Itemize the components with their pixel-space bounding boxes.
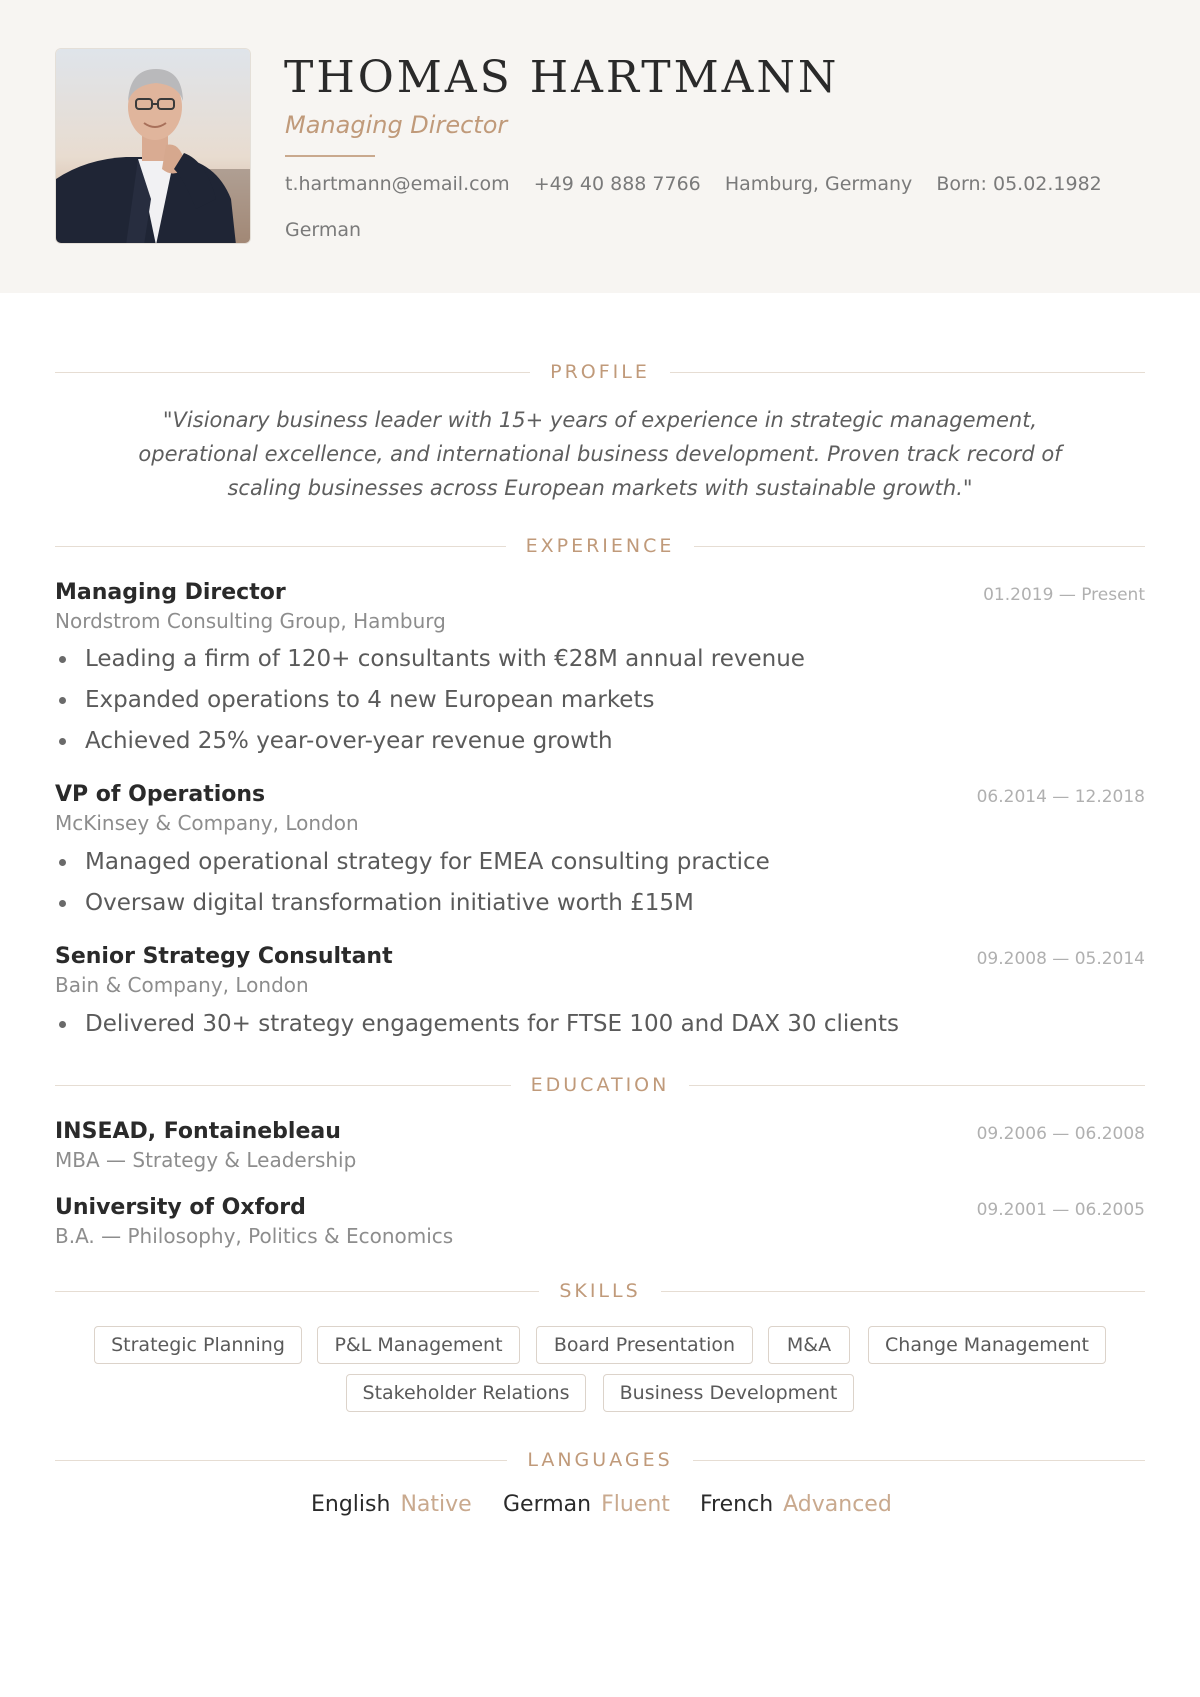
section-label: LANGUAGES	[507, 1449, 692, 1471]
location-text: Hamburg, Germany	[724, 173, 913, 195]
section-label: EDUCATION	[511, 1074, 690, 1096]
job-title: Managing Director	[55, 580, 286, 605]
list-item: Managed operational strategy for EMEA consulting practice	[55, 849, 770, 875]
skill-tag: Strategic Planning	[94, 1326, 302, 1364]
list-item: Achieved 25% year-over-year revenue growth	[55, 728, 613, 754]
language-item	[700, 1492, 892, 1517]
bullet-icon	[59, 900, 66, 907]
language-name: German	[503, 1492, 592, 1517]
language-level: Fluent	[601, 1492, 670, 1517]
job-date: 09.2008 — 05.2014	[976, 949, 1145, 969]
bullet-icon	[59, 1021, 66, 1028]
experience-section-heading	[55, 535, 1145, 559]
profile-summary: "Visionary business leader with 15+ years of experience in strategic management, operational excellence, and international business development. Proven track record of scaling businesses across European markets with sustainable growth."	[138, 408, 1062, 500]
bullet-icon	[59, 697, 66, 704]
school-name: INSEAD, Fontainebleau	[55, 1119, 341, 1144]
nationality-text: German	[285, 219, 362, 241]
contact-row	[285, 173, 1120, 195]
language-level: Advanced	[783, 1492, 892, 1517]
education-section-heading	[55, 1074, 1145, 1098]
language-item	[503, 1492, 670, 1517]
skill-tag: Business Development	[603, 1374, 854, 1412]
title-underline	[285, 155, 375, 157]
bullet-icon	[59, 656, 66, 663]
job-organization: Nordstrom Consulting Group, Hamburg	[55, 609, 446, 633]
portrait-image	[56, 49, 251, 244]
skill-tag: Board Presentation	[536, 1326, 753, 1364]
list-item: Leading a firm of 120+ consultants with €28M annual revenue	[55, 646, 805, 672]
skill-tag: Stakeholder Relations	[346, 1374, 586, 1412]
job-date: 06.2014 — 12.2018	[976, 787, 1145, 807]
email-text[interactable]: t.hartmann@email.com	[285, 173, 510, 195]
job-organization: McKinsey & Company, London	[55, 811, 359, 835]
skills-section-heading	[55, 1280, 1145, 1304]
list-item: Oversaw digital transformation initiative worth £15M	[55, 890, 694, 916]
birth-date-text: Born: 05.02.1982	[936, 173, 1102, 195]
section-label: PROFILE	[530, 361, 670, 383]
education-date: 09.2001 — 06.2005	[976, 1200, 1145, 1220]
school-name: University of Oxford	[55, 1195, 306, 1220]
phone-text[interactable]: +49 40 888 7766	[533, 173, 701, 195]
degree-text: MBA — Strategy & Leadership	[55, 1148, 357, 1172]
skill-tag: P&L Management	[317, 1326, 520, 1364]
profile-section-heading	[55, 361, 1145, 385]
nationality-row	[285, 219, 379, 241]
language-name: English	[311, 1492, 391, 1517]
job-date: 01.2019 — Present	[983, 585, 1145, 605]
candidate-title: Managing Director	[285, 111, 508, 139]
job-organization: Bain & Company, London	[55, 973, 309, 997]
language-name: French	[700, 1492, 774, 1517]
bullet-icon	[59, 859, 66, 866]
skill-tag: Change Management	[868, 1326, 1106, 1364]
language-level: Native	[400, 1492, 472, 1517]
list-item: Delivered 30+ strategy engagements for FTSE 100 and DAX 30 clients	[55, 1011, 899, 1037]
candidate-name: THOMAS HARTMANN	[284, 52, 840, 103]
profile-photo	[55, 48, 251, 244]
language-item	[311, 1492, 472, 1517]
job-title: Senior Strategy Consultant	[55, 944, 393, 969]
bullet-icon	[59, 738, 66, 745]
degree-text: B.A. — Philosophy, Politics & Economics	[55, 1224, 454, 1248]
languages-section-heading	[55, 1449, 1145, 1473]
skill-tag: M&A	[768, 1326, 850, 1364]
section-label: SKILLS	[539, 1280, 660, 1302]
job-title: VP of Operations	[55, 782, 266, 807]
list-item: Expanded operations to 4 new European markets	[55, 687, 654, 713]
section-label: EXPERIENCE	[506, 535, 695, 557]
education-date: 09.2006 — 06.2008	[976, 1124, 1145, 1144]
